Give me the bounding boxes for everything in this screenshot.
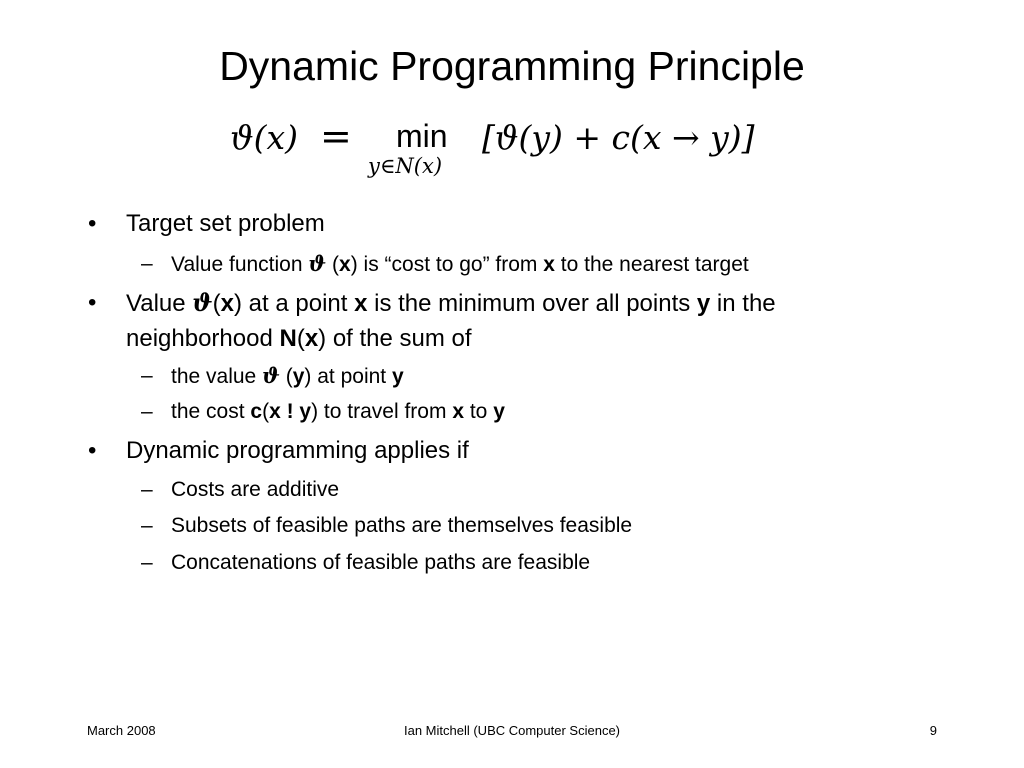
equation-min: min — [396, 118, 448, 154]
bullet-icon: • — [88, 289, 97, 316]
equation-rhs: [ϑ(y) + c(x → y)] — [482, 118, 755, 157]
sub-bullet-item — [141, 511, 931, 541]
footer-date: March 2008 — [87, 723, 156, 738]
bullet-item — [88, 206, 906, 241]
sub-bullet-text: Value function ϑ (x) is “cost to go” from x to the nearest target — [171, 251, 749, 276]
equation-equals: = — [320, 114, 352, 158]
bullet-text: Dynamic programming applies if — [126, 437, 469, 464]
bullet-text: Value ϑ(x) at a point x is the minimum over all points y in the neighborhood N(x) of the sum of — [126, 288, 776, 352]
sub-bullet-item — [141, 361, 931, 392]
bullet-text: Target set problem — [126, 210, 325, 237]
sub-bullet-item — [141, 397, 931, 427]
equation-lhs: ϑ(x) — [230, 118, 298, 157]
sub-bullet-text: the value ϑ (y) at point y — [171, 363, 404, 388]
dash-icon: – — [141, 364, 153, 387]
dash-icon: – — [141, 514, 153, 537]
theta-symbol: ϑ — [262, 363, 280, 388]
footer-page-number: 9 — [929, 723, 937, 738]
dash-icon: – — [141, 478, 153, 501]
sub-bullet-item — [141, 548, 931, 578]
sub-bullet-text: the cost c(x ! y) to travel from x to y — [171, 400, 505, 423]
bullet-icon: • — [88, 210, 97, 237]
theta-symbol: ϑ — [308, 251, 327, 276]
sub-bullet-text: Costs are additive — [171, 478, 340, 501]
sub-bullet-text: Subsets of feasible paths are themselves feasible — [171, 514, 633, 537]
sub-bullet-item — [141, 249, 931, 280]
dash-icon: – — [141, 252, 153, 275]
footer-author: Ian Mitchell (UBC Computer Science) — [403, 723, 621, 738]
bullet-icon: • — [88, 437, 97, 464]
bullet-item — [88, 285, 906, 356]
slide-title: Dynamic Programming Principle — [219, 43, 805, 89]
bullet-item — [88, 433, 906, 468]
sub-bullet-text: Concatenations of feasible paths are feasible — [171, 551, 591, 574]
equation-subscript: y∈N(x) — [368, 154, 443, 178]
sub-bullet-item — [141, 475, 931, 505]
theta-symbol: ϑ — [192, 288, 213, 317]
dash-icon: – — [141, 551, 153, 574]
dash-icon: – — [141, 400, 153, 423]
